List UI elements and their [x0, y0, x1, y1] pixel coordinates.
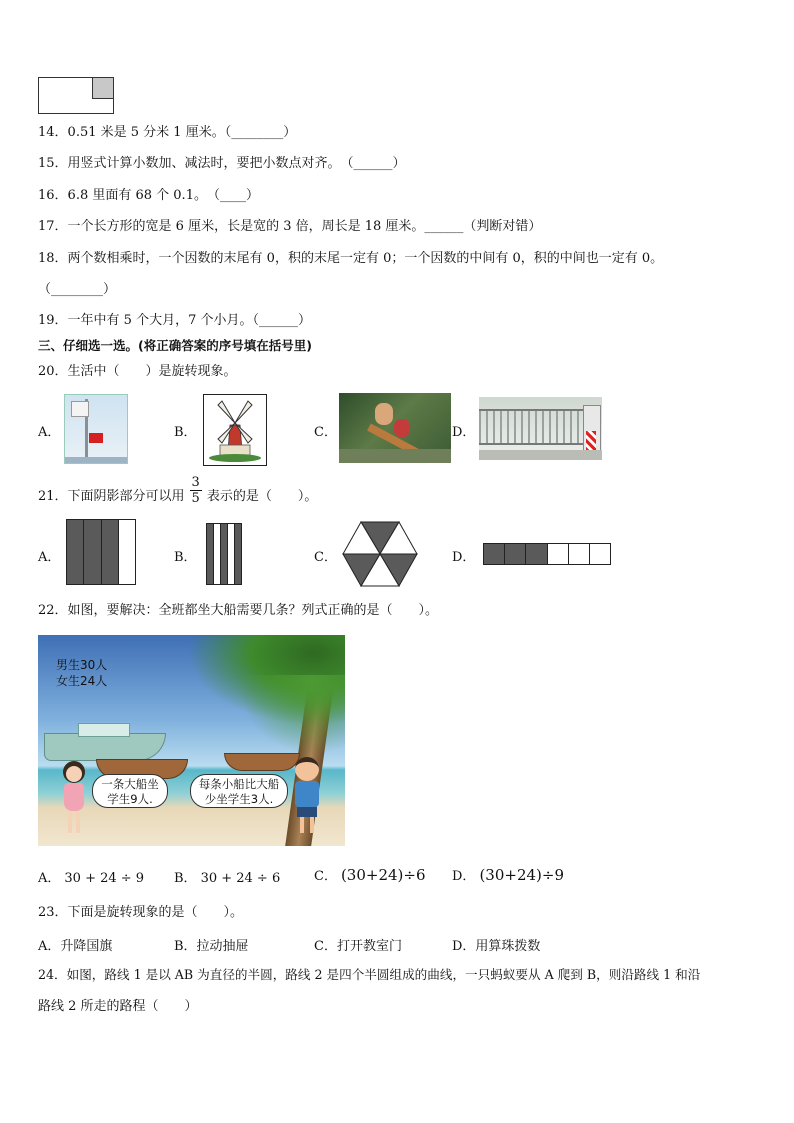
question-21-text-after: 表示的是（ ）。 — [206, 489, 318, 504]
q21-option-c-hexagon — [342, 521, 418, 587]
bubble2-line1: 每条小船比大船 — [198, 777, 280, 791]
q21-option-a-figure — [66, 519, 136, 585]
question-23: 23．下面是旋转现象的是（ ）。 — [38, 905, 244, 920]
fraction-three-fifths — [190, 475, 202, 506]
question-21-text-before: 21．下面阴影部分可以用 — [38, 489, 185, 504]
q22-option-b-label: B． — [174, 871, 197, 886]
q21-option-b-label: B． — [174, 550, 197, 565]
q22-option-c — [314, 865, 426, 884]
q21-option-d-figure — [483, 543, 611, 565]
q23-option-c: C．打开教室门 — [314, 939, 402, 954]
q22-option-d-expr: (30+24)÷9 — [479, 866, 564, 884]
section-three-heading: 三、仔细选一选。(将正确答案的序号填在括号里) — [38, 338, 312, 353]
top-figure — [38, 77, 114, 114]
q20-option-a-label: A． — [38, 425, 61, 440]
question-24-line2: 路线 2 所走的路程（ ） — [38, 999, 198, 1014]
speech-bubble-big-boat — [92, 774, 168, 808]
q22-option-a-expr: 30 + 24 ÷ 9 — [64, 871, 145, 886]
q22-option-a — [38, 867, 144, 886]
question-24-line1: 24．如图，路线 1 是以 AB 为直径的半圆，路线 2 是四个半圆组成的曲线，一只蚂蚁要从 A 爬到 B，则沿路线 1 和沿 — [38, 967, 701, 982]
question-14: 14．0.51 米是 5 分米 1 厘米。（________） — [38, 125, 297, 140]
question-18-line1: 18．两个数相乘时，一个因数的末尾有 0，积的末尾一定有 0；一个因数的中间有 0，积的中间也一定有 0。 — [38, 251, 664, 266]
children-slide-image — [339, 393, 451, 463]
q22-option-b — [174, 867, 280, 886]
boy-figure — [292, 757, 322, 837]
retractable-gate-image — [479, 397, 602, 460]
windmill-image — [203, 394, 267, 466]
question-19: 19．一年中有 5 个大月，7 个小月。（______） — [38, 313, 311, 328]
q23-option-b: B．拉动抽屉 — [174, 939, 249, 954]
q22-option-a-label: A． — [38, 871, 61, 886]
q21-option-d-label: D． — [452, 550, 476, 565]
q22-option-b-expr: 30 + 24 ÷ 6 — [200, 871, 281, 886]
fraction-numerator: 3 — [191, 475, 200, 490]
q22-option-c-expr: (30+24)÷6 — [340, 866, 426, 884]
bubble1-line2: 学生9人. — [107, 792, 153, 806]
q21-option-a-label: A． — [38, 550, 61, 565]
top-figure-shaded-square — [92, 78, 113, 99]
q22-option-d — [452, 865, 564, 884]
question-21 — [38, 475, 317, 506]
q22-option-c-label: C． — [314, 869, 337, 884]
girls-count-label: 女生24人 — [56, 674, 108, 688]
bubble2-line2: 少坐学生3人. — [204, 792, 274, 806]
q23-option-a: A．升降国旗 — [38, 939, 113, 954]
flag-raising-image — [64, 394, 128, 464]
fraction-denominator: 5 — [191, 491, 200, 506]
speech-bubble-small-boat — [190, 774, 288, 808]
boys-count-label: 男生30人 — [56, 658, 108, 672]
girl-figure — [60, 761, 88, 839]
q20-option-b-label: B． — [174, 425, 197, 440]
q23-option-d: D．用算珠拨数 — [452, 939, 541, 954]
question-18-line2: （________） — [38, 282, 117, 297]
q20-option-d-label: D． — [452, 425, 476, 440]
question-22: 22．如图，要解决：全班都坐大船需要几条？列式正确的是（ ）。 — [38, 603, 439, 618]
question-15: 15．用竖式计算小数加、减法时，要把小数点对齐。 （______） — [38, 156, 406, 171]
question-16: 16．6.8 里面有 68 个 0.1。 （____） — [38, 188, 259, 203]
q22-option-d-label: D． — [452, 869, 476, 884]
bubble1-line1: 一条大船坐 — [101, 777, 159, 791]
question-17: 17．一个长方形的宽是 6 厘米，长是宽的 3 倍，周长是 18 厘米。______（判断对错） — [38, 219, 542, 234]
q21-option-b-figure — [206, 523, 242, 585]
question-20: 20．生活中（ ）是旋转现象。 — [38, 364, 237, 379]
boats-beach-image — [38, 635, 345, 846]
q20-option-c-label: C． — [314, 425, 337, 440]
q21-option-c-label: C． — [314, 550, 337, 565]
